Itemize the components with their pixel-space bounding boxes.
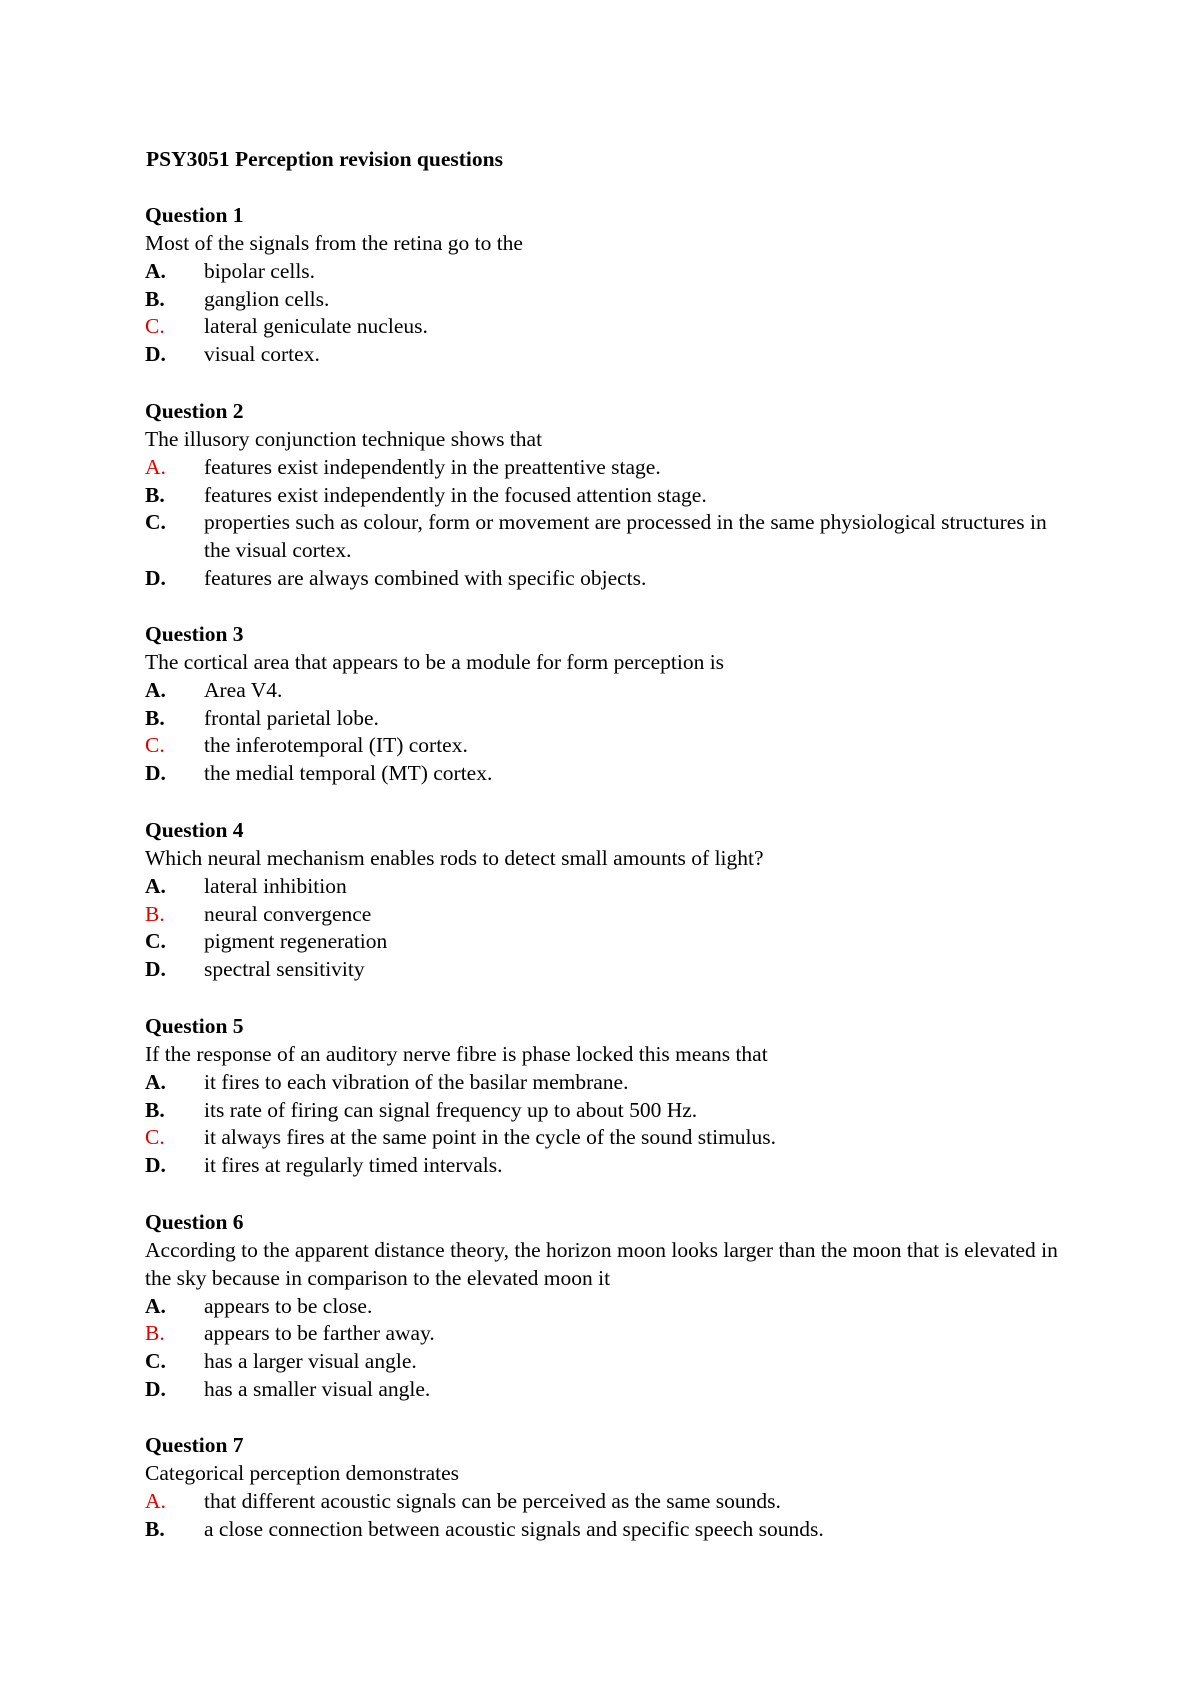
option-letter: D. — [145, 957, 166, 982]
question-stem: The cortical area that appears to be a module for form perception is — [145, 650, 725, 674]
option-letter: C. — [145, 1349, 166, 1374]
option-text: Area V4. — [204, 677, 283, 702]
option-text: features exist independently in the focused attention stage. — [204, 482, 707, 507]
answer-option-b — [145, 1097, 1075, 1125]
question-6 — [145, 1209, 1075, 1404]
question-2 — [145, 398, 1075, 593]
answer-option-a — [145, 873, 1075, 901]
option-letter: A. — [145, 1293, 166, 1318]
answer-option-a — [145, 258, 1075, 286]
option-letter: A. — [145, 1069, 166, 1094]
option-letter-correct: A. — [145, 1488, 166, 1513]
question-heading: Question 6 — [145, 1210, 244, 1234]
option-letter: A. — [145, 873, 166, 898]
option-letter: B. — [145, 1097, 165, 1122]
answer-option-d — [145, 341, 1075, 369]
question-stem: Which neural mechanism enables rods to detect small amounts of light? — [145, 846, 764, 870]
option-text: it fires at regularly timed intervals. — [204, 1153, 503, 1178]
option-letter-correct: B. — [145, 901, 165, 926]
option-letter-correct: C. — [145, 314, 165, 339]
question-heading: Question 5 — [145, 1014, 244, 1038]
answer-option-b — [145, 1320, 1075, 1348]
question-stem: Categorical perception demonstrates — [145, 1461, 460, 1485]
option-letter: D. — [145, 761, 166, 786]
option-letter: A. — [145, 677, 166, 702]
option-text: pigment regeneration — [204, 929, 388, 954]
question-heading: Question 7 — [145, 1433, 244, 1457]
answer-option-b — [145, 482, 1075, 510]
option-letter: B. — [145, 482, 165, 507]
option-letter: B. — [145, 705, 165, 730]
option-text: spectral sensitivity — [204, 957, 365, 982]
question-heading: Question 2 — [145, 399, 244, 423]
option-text: has a smaller visual angle. — [204, 1376, 431, 1401]
option-text: it fires to each vibration of the basilar membrane. — [204, 1069, 629, 1094]
question-7 — [145, 1432, 1075, 1543]
document-title: PSY3051 Perception revision questions — [146, 147, 503, 171]
option-text: appears to be close. — [204, 1293, 373, 1318]
answer-option-c — [145, 1124, 1075, 1152]
answer-option-b — [145, 286, 1075, 314]
answer-option-c — [145, 313, 1075, 341]
question-stem: According to the apparent distance theory, the horizon moon looks larger than the moon that is elevated in the sky because in comparison to the elevated moon it — [145, 1238, 1058, 1290]
answer-option-a — [145, 1069, 1075, 1097]
option-letter: D. — [145, 565, 166, 590]
question-heading: Question 4 — [145, 818, 244, 842]
option-text: lateral geniculate nucleus. — [204, 314, 428, 339]
answer-option-c — [145, 928, 1075, 956]
option-text: features exist independently in the preattentive stage. — [204, 454, 661, 479]
question-3 — [145, 621, 1075, 788]
answer-option-b — [145, 1516, 1075, 1544]
answer-option-a — [145, 454, 1075, 482]
option-text: it always fires at the same point in the cycle of the sound stimulus. — [204, 1125, 777, 1150]
question-stem: Most of the signals from the retina go to the — [145, 231, 523, 255]
option-text: appears to be farther away. — [204, 1321, 435, 1346]
option-letter: D. — [145, 1376, 166, 1401]
answer-option-c — [145, 509, 1075, 565]
answer-option-b — [145, 901, 1075, 929]
option-text: features are always combined with specific objects. — [204, 565, 647, 590]
answer-option-c — [145, 732, 1075, 760]
option-text: properties such as colour, form or movement are processed in the same physiological structures in the visual cortex. — [204, 510, 1047, 563]
option-letter: C. — [145, 510, 166, 535]
option-text: visual cortex. — [204, 342, 320, 367]
option-text: bipolar cells. — [204, 258, 316, 283]
option-letter-correct: B. — [145, 1321, 165, 1346]
answer-option-d — [145, 956, 1075, 984]
question-4 — [145, 817, 1075, 984]
answer-option-d — [145, 1152, 1075, 1180]
answer-option-d — [145, 1376, 1075, 1404]
answer-option-a — [145, 677, 1075, 705]
option-text: the inferotemporal (IT) cortex. — [204, 733, 468, 758]
option-text: that different acoustic signals can be perceived as the same sounds. — [204, 1488, 781, 1513]
answer-option-d — [145, 760, 1075, 788]
option-letter: A. — [145, 258, 166, 283]
answer-option-b — [145, 705, 1075, 733]
option-text: the medial temporal (MT) cortex. — [204, 761, 493, 786]
answer-option-a — [145, 1293, 1075, 1321]
option-letter-correct: C. — [145, 733, 165, 758]
option-text: has a larger visual angle. — [204, 1349, 417, 1374]
answer-option-d — [145, 565, 1075, 593]
answer-option-a — [145, 1488, 1075, 1516]
option-letter: C. — [145, 929, 166, 954]
option-letter: B. — [145, 286, 165, 311]
question-stem: If the response of an auditory nerve fibre is phase locked this means that — [145, 1042, 768, 1066]
question-heading: Question 1 — [145, 203, 244, 227]
option-text: a close connection between acoustic signals and specific speech sounds. — [204, 1516, 824, 1541]
option-text: ganglion cells. — [204, 286, 330, 311]
option-letter: B. — [145, 1516, 165, 1541]
question-5 — [145, 1013, 1075, 1180]
answer-option-c — [145, 1348, 1075, 1376]
option-text: lateral inhibition — [204, 873, 347, 898]
question-stem: The illusory conjunction technique shows that — [145, 427, 543, 451]
question-heading: Question 3 — [145, 622, 244, 646]
option-text: its rate of firing can signal frequency up to about 500 Hz. — [204, 1097, 698, 1122]
question-1 — [145, 202, 1075, 369]
option-letter: D. — [145, 1153, 166, 1178]
option-text: neural convergence — [204, 901, 372, 926]
option-letter-correct: A. — [145, 454, 166, 479]
option-text: frontal parietal lobe. — [204, 705, 379, 730]
option-letter-correct: C. — [145, 1125, 165, 1150]
option-letter: D. — [145, 342, 166, 367]
